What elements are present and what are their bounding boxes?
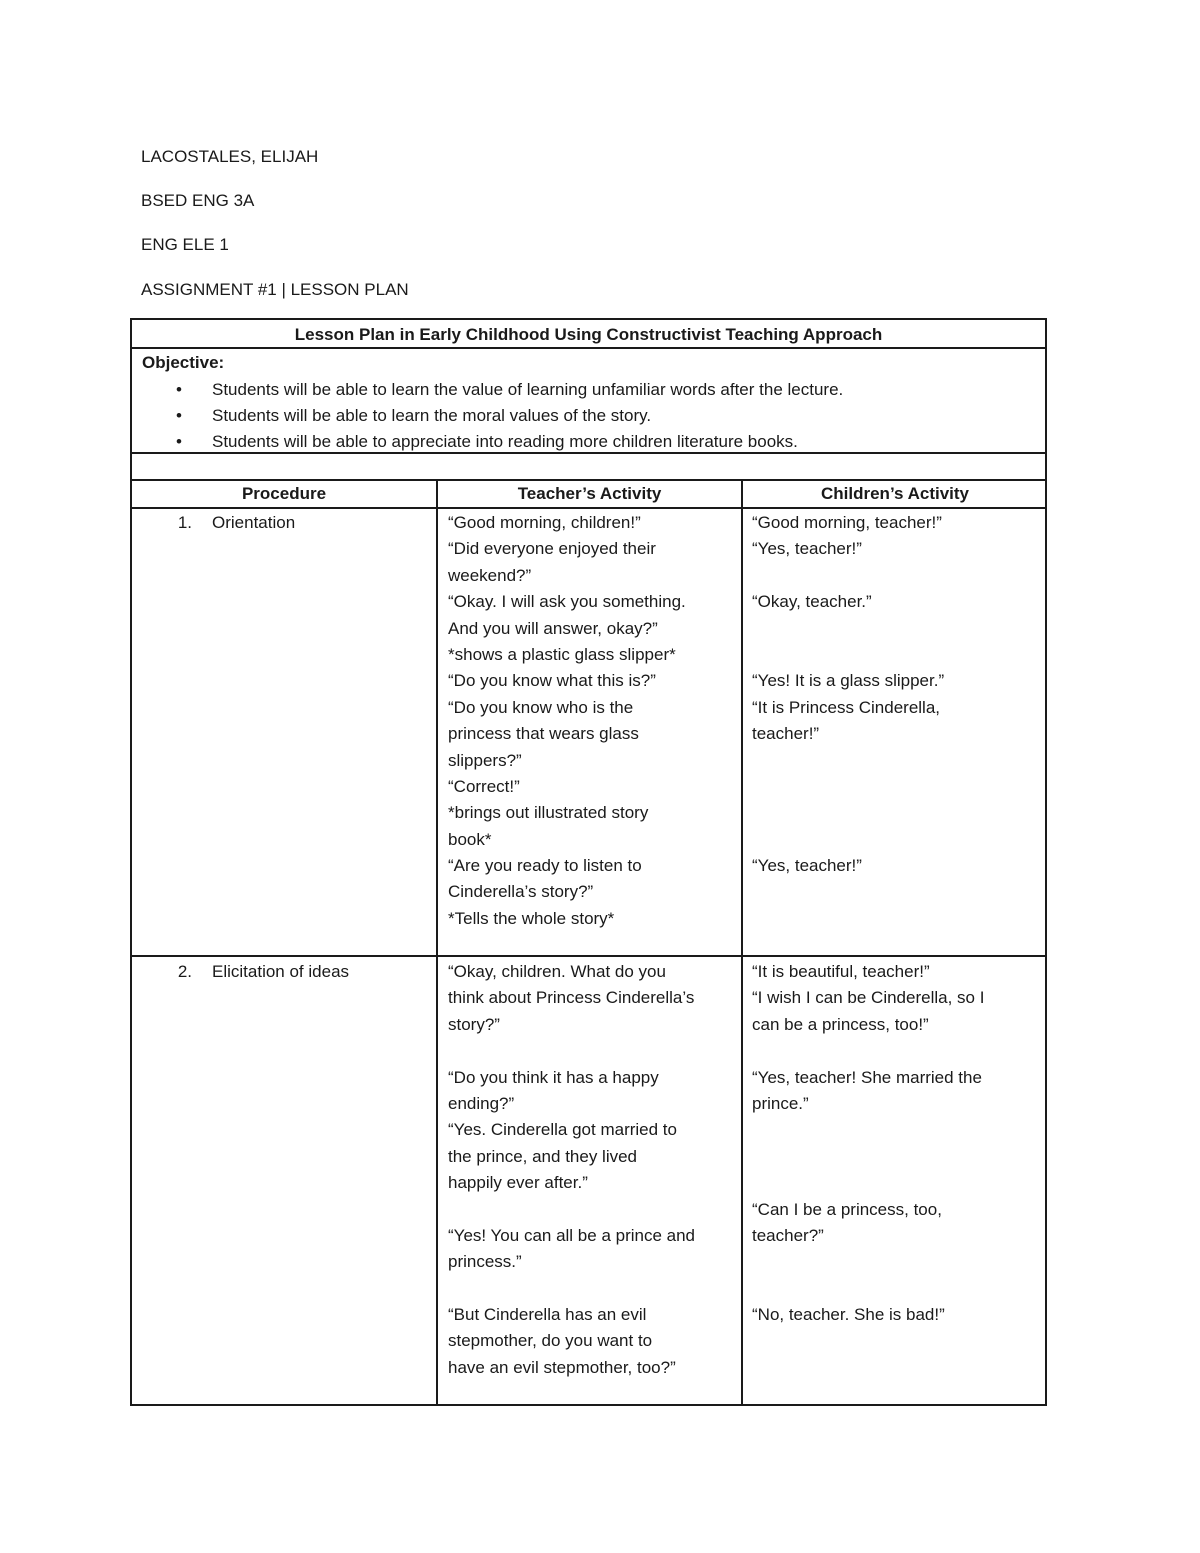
activity-line: ending?” <box>448 1093 515 1113</box>
table-rule <box>132 955 1045 957</box>
activity-line <box>752 1038 984 1064</box>
activity-line: stepmother, do you want to <box>448 1331 653 1351</box>
activity-line: “Okay, children. What do you <box>448 962 666 981</box>
bullet-icon: • <box>176 406 182 425</box>
activity-line <box>448 1276 695 1302</box>
activity-line: “Yes! You can all be a prince and <box>448 1225 696 1245</box>
activity-line <box>752 748 944 774</box>
activity-line: weekend?” <box>448 565 532 585</box>
lesson-plan-table <box>130 318 1047 1406</box>
activity-line: “Do you know what this is?” <box>448 671 656 691</box>
objective-label: Objective: <box>142 353 225 372</box>
activity-line: princess.” <box>448 1252 522 1272</box>
activity-line: “Good morning, teacher!” <box>752 513 942 532</box>
activity-line: “Can I be a princess, too, <box>752 1199 942 1219</box>
activity-line: “I wish I can be Cinderella, so I <box>752 988 985 1008</box>
activity-line: princess that wears glass <box>448 724 639 744</box>
activity-line: “It is beautiful, teacher!” <box>752 962 930 981</box>
activity-line: the prince, and they lived <box>448 1146 638 1166</box>
activity-line: “Yes, teacher!” <box>752 856 862 876</box>
activity-line: have an evil stepmother, too?” <box>448 1357 676 1377</box>
student-name: LACOSTALES, ELIJAH <box>141 147 319 166</box>
activity-line: “Yes, teacher! She married the <box>752 1067 982 1087</box>
objective-item: • Students will be able to learn the value of learning unfamiliar words after the lecture. <box>142 377 843 403</box>
table-rule <box>132 507 1045 509</box>
activity-line <box>448 1038 695 1064</box>
activity-line: “Okay, teacher.” <box>752 592 872 612</box>
activity-line: teacher!” <box>752 724 820 744</box>
table-title: Lesson Plan in Early Childhood Using Constructivist Teaching Approach <box>294 325 883 344</box>
activity-line: story?” <box>448 1014 500 1034</box>
activity-line <box>752 800 944 826</box>
activity-line: “But Cinderella has an evil <box>448 1305 647 1325</box>
objective-item: • Students will be able to appreciate into reading more children literature books. <box>142 429 843 455</box>
activity-line: *brings out illustrated story <box>448 803 649 823</box>
table-rule <box>132 347 1045 349</box>
activity-line: “Good morning, children!” <box>448 513 641 532</box>
procedure-number: 2. <box>177 962 192 981</box>
activity-line: *shows a plastic glass slipper* <box>448 644 676 664</box>
activity-line: can be a princess, too!” <box>752 1014 929 1034</box>
activity-line <box>752 827 944 853</box>
activity-line: And you will answer, okay?” <box>448 618 658 638</box>
activity-line: prince.” <box>752 1093 809 1113</box>
column-header-procedure: Procedure <box>241 484 327 503</box>
objective-list <box>142 377 843 455</box>
teacher-activity-cell <box>448 959 695 1381</box>
procedure-label: Orientation <box>212 513 296 532</box>
table-rule <box>132 479 1045 481</box>
activity-line: “Do you know who is the <box>448 697 634 717</box>
activity-line <box>752 1144 984 1170</box>
activity-line: “Are you ready to listen to <box>448 856 642 876</box>
course-section: BSED ENG 3A <box>141 191 255 210</box>
activity-line <box>752 1170 984 1196</box>
activity-line: *Tells the whole story* <box>448 908 615 928</box>
bullet-icon: • <box>176 432 182 451</box>
activity-line: book* <box>448 829 492 849</box>
children-activity-cell <box>752 510 944 879</box>
activity-line: “Yes. Cinderella got married to <box>448 1120 677 1140</box>
activity-line: happily ever after.” <box>448 1173 588 1193</box>
activity-line: “Yes! It is a glass slipper.” <box>752 671 945 691</box>
subject-code: ENG ELE 1 <box>141 235 229 254</box>
assignment-title: ASSIGNMENT #1 | LESSON PLAN <box>141 280 409 299</box>
activity-line <box>752 774 944 800</box>
activity-line <box>752 1117 984 1143</box>
activity-line: “Did everyone enjoyed their <box>448 539 656 559</box>
teacher-activity-cell <box>448 510 686 932</box>
activity-line: think about Princess Cinderella’s <box>448 988 695 1008</box>
bullet-icon: • <box>176 380 182 399</box>
activity-line: “It is Princess Cinderella, <box>752 697 941 717</box>
procedure-number: 1. <box>177 513 192 532</box>
activity-line <box>752 1276 984 1302</box>
children-activity-cell <box>752 959 984 1328</box>
activity-line: teacher?” <box>752 1225 824 1245</box>
column-divider <box>436 479 438 1406</box>
column-divider <box>741 479 743 1406</box>
activity-line <box>752 1249 984 1275</box>
procedure-label: Elicitation of ideas <box>212 962 350 981</box>
objective-item: • Students will be able to learn the moral values of the story. <box>142 403 843 429</box>
activity-line: “Do you think it has a happy <box>448 1067 659 1087</box>
activity-line: “No, teacher. She is bad!” <box>752 1305 945 1325</box>
activity-line: Cinderella’s story?” <box>448 882 594 902</box>
activity-line: “Okay. I will ask you something. <box>448 592 686 612</box>
activity-line <box>752 642 944 668</box>
activity-line: slippers?” <box>448 750 522 770</box>
activity-line: “Yes, teacher!” <box>752 539 862 559</box>
activity-line: “Correct!” <box>448 776 520 796</box>
column-header-teacher: Teacher’s Activity <box>517 484 662 503</box>
activity-line <box>448 1197 695 1223</box>
column-header-children: Children’s Activity <box>821 484 969 503</box>
activity-line <box>752 616 944 642</box>
activity-line <box>752 563 944 589</box>
